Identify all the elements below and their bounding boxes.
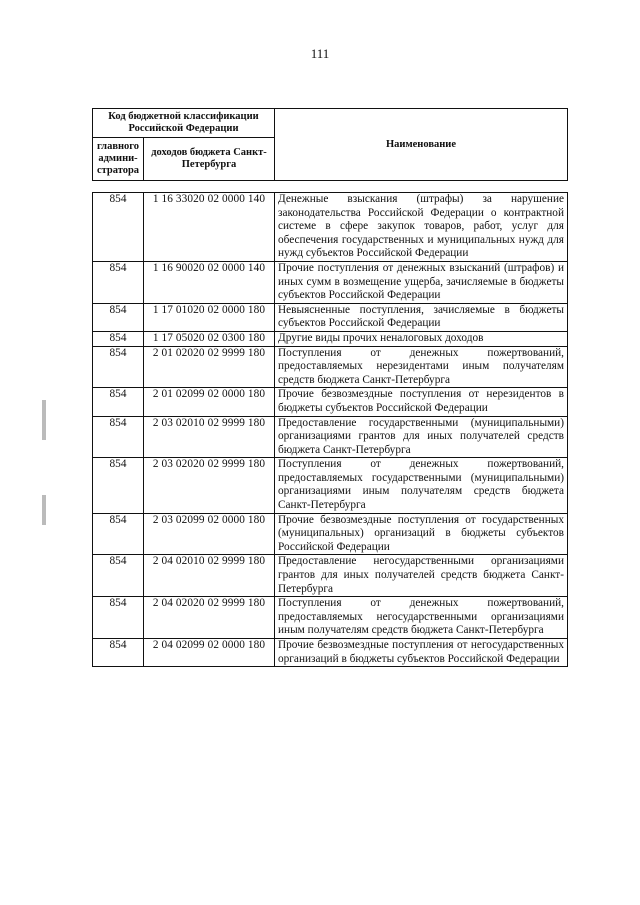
- admin-code-cell: 854: [93, 303, 144, 331]
- name-cell: Невыясненные поступления, зачисляемые в бюджеты субъектов Российской Федерации: [275, 303, 568, 331]
- table-row: [93, 303, 568, 331]
- page-number: 111: [310, 46, 330, 61]
- table-row: [93, 261, 568, 303]
- table-row: [93, 458, 568, 513]
- name-cell: Другие виды прочих неналоговых доходов: [275, 331, 568, 346]
- header-income: доходов бюджета Санкт-Петербурга: [144, 138, 275, 181]
- name-cell: Прочие безвозмездные поступления от государственных (муниципальных) организаций в бюджеты субъектов Российской Федерации: [275, 513, 568, 555]
- name-cell: Предоставление государственными (муниципальными) организациями грантов для иных получателей средств бюджета Санкт-Петербурга: [275, 416, 568, 458]
- name-cell: Поступления от денежных пожертвований, предоставляемых негосударственными организациями иным получателям средств бюджета Санкт-Петербурга: [275, 597, 568, 639]
- admin-code-cell: 854: [93, 346, 144, 388]
- income-code-cell: 2 01 02099 02 0000 180: [144, 388, 275, 416]
- table-row: [93, 346, 568, 388]
- income-code-cell: 2 03 02020 02 9999 180: [144, 458, 275, 513]
- table-row: [93, 639, 568, 667]
- header-table: [92, 108, 568, 181]
- admin-code-cell: 854: [93, 261, 144, 303]
- income-code-cell: 1 16 33020 02 0000 140: [144, 193, 275, 262]
- admin-code-cell: 854: [93, 639, 144, 667]
- header-admin: главного админи-стратора: [93, 138, 144, 181]
- income-code-cell: 2 03 02010 02 9999 180: [144, 416, 275, 458]
- income-code-cell: 2 04 02099 02 0000 180: [144, 639, 275, 667]
- income-code-cell: 2 01 02020 02 9999 180: [144, 346, 275, 388]
- income-code-cell: 2 03 02099 02 0000 180: [144, 513, 275, 555]
- income-code-cell: 2 04 02020 02 9999 180: [144, 597, 275, 639]
- table-row: [93, 388, 568, 416]
- table-row: [93, 193, 568, 262]
- table-row: [93, 513, 568, 555]
- header-name: Наименование: [275, 109, 568, 181]
- admin-code-cell: 854: [93, 388, 144, 416]
- name-cell: Денежные взыскания (штрафы) за нарушение законодательства Российской Федерации о контрактной системе в сфере закупок товаров, работ, услуг для обеспечения государственных и муниципальных нужд для нужд субъектов Российской Федерации: [275, 193, 568, 262]
- admin-code-cell: 854: [93, 416, 144, 458]
- name-cell: Прочие безвозмездные поступления от нерезидентов в бюджеты субъектов Российской Федерации: [275, 388, 568, 416]
- header-code-group: Код бюджетной классификации Российской Федерации: [93, 109, 275, 138]
- codes-table: [92, 192, 568, 667]
- scan-margin-mark: [42, 495, 46, 525]
- admin-code-cell: 854: [93, 555, 144, 597]
- income-code-cell: 1 16 90020 02 0000 140: [144, 261, 275, 303]
- income-code-cell: 2 04 02010 02 9999 180: [144, 555, 275, 597]
- admin-code-cell: 854: [93, 597, 144, 639]
- name-cell: Прочие поступления от денежных взысканий (штрафов) и иных сумм в возмещение ущерба, зачисляемые в бюджеты субъектов Российской Федерации: [275, 261, 568, 303]
- admin-code-cell: 854: [93, 331, 144, 346]
- scan-margin-mark: [42, 400, 46, 440]
- income-code-cell: 1 17 01020 02 0000 180: [144, 303, 275, 331]
- admin-code-cell: 854: [93, 513, 144, 555]
- name-cell: Прочие безвозмездные поступления от негосударственных организаций в бюджеты субъектов Российской Федерации: [275, 639, 568, 667]
- admin-code-cell: 854: [93, 193, 144, 262]
- income-code-cell: 1 17 05020 02 0300 180: [144, 331, 275, 346]
- name-cell: Поступления от денежных пожертвований, предоставляемых государственными (муниципальными) организациями иным получателям средств бюджета Санкт-Петербурга: [275, 458, 568, 513]
- name-cell: Поступления от денежных пожертвований, предоставляемых нерезидентами иным получателям средств бюджета Санкт-Петербурга: [275, 346, 568, 388]
- name-cell: Предоставление негосударственными организациями грантов для иных получателей средств бюджета Санкт-Петербурга: [275, 555, 568, 597]
- table-row: [93, 416, 568, 458]
- table-row: [93, 331, 568, 346]
- admin-code-cell: 854: [93, 458, 144, 513]
- table-row: [93, 555, 568, 597]
- table-row: [93, 597, 568, 639]
